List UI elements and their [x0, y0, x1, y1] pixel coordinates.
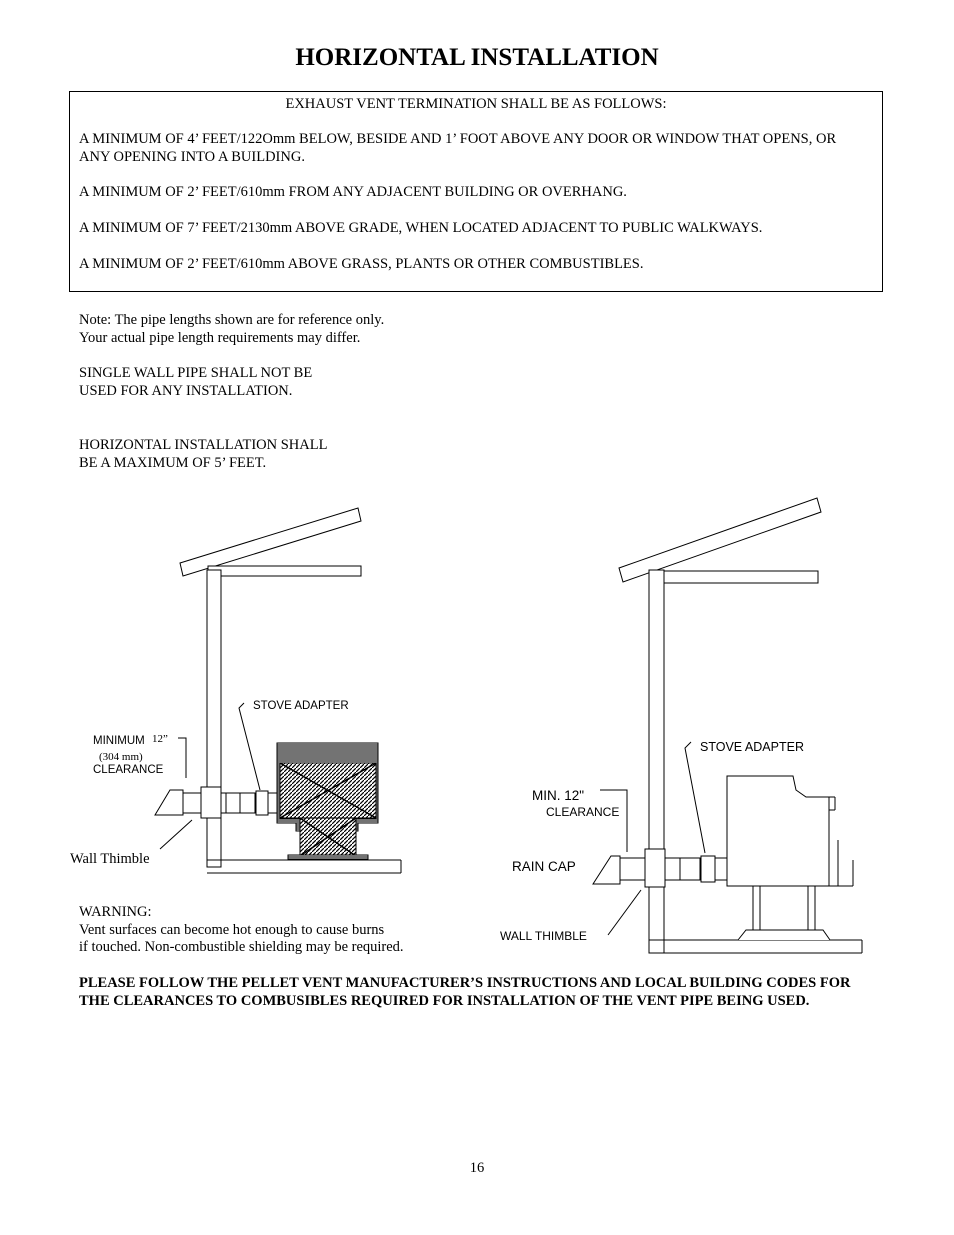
- page-title: HORIZONTAL INSTALLATION: [295, 44, 659, 71]
- right-min-label: MIN. 12": [532, 788, 585, 803]
- vent-rule: A MINIMUM OF 7’ FEET/2130mm ABOVE GRADE, WHEN LOCATED ADJACENT TO PUBLIC WALKWAYS.: [79, 220, 763, 236]
- right-soffit: [663, 571, 818, 583]
- vent-rule: A MINIMUM OF 2’ FEET/610mm ABOVE GRASS, PLANTS OR OTHER COMBUSTIBLES.: [79, 256, 644, 272]
- warning-heading: WARNING:: [79, 904, 152, 920]
- right-stove-adapter-label: STOVE ADAPTER: [700, 740, 804, 754]
- left-mm-label: (304 mm): [99, 751, 143, 763]
- right-wall-thimble-leader: [608, 890, 641, 935]
- right-stove-pedestal: [753, 886, 815, 930]
- vent-box-heading: EXHAUST VENT TERMINATION SHALL BE AS FOLLOWS:: [285, 96, 667, 112]
- left-wall-thimble: [201, 787, 221, 818]
- right-rain-cap: [593, 856, 620, 884]
- left-wall: [207, 570, 221, 867]
- left-inches-label: 12”: [152, 733, 168, 745]
- right-rain-cap-label: RAIN CAP: [512, 859, 576, 874]
- left-stove-adapter-leader: [239, 703, 260, 790]
- left-soffit: [208, 566, 361, 576]
- left-clearance-leader: [178, 738, 186, 778]
- left-rain-cap: [155, 790, 183, 815]
- left-minimum-label: MINIMUM: [93, 735, 145, 747]
- manufacturer-instructions-note: PLEASE FOLLOW THE PELLET VENT MANUFACTURER’S INSTRUCTIONS AND LOCAL BUILDING CODES FOR THE CLEARANCES TO COMBUSIBLES REQUIRED FOR INSTALLATION OF THE VENT PIPE BEING USED.: [79, 975, 851, 1009]
- right-roof: [619, 498, 821, 582]
- left-wall-thimble-leader: [160, 820, 192, 849]
- left-stove-adapter-label: STOVE ADAPTER: [253, 700, 349, 712]
- right-wall-thimble: [645, 849, 665, 887]
- left-diagram: [155, 508, 401, 873]
- right-wall: [649, 570, 664, 953]
- left-wall-thimble-label: Wall Thimble: [70, 851, 150, 867]
- pipe-length-note: Note: The pipe lengths shown are for reference only. Your actual pipe length requirements may differ.: [79, 312, 385, 346]
- right-clearance-leader: [600, 790, 627, 852]
- warning-note: WARNING: Vent surfaces can become hot enough to cause burns if touched. Non-combustible shielding may be required.: [79, 904, 404, 955]
- vent-rule: A MINIMUM OF 2’ FEET/610mm FROM ANY ADJACENT BUILDING OR OVERHANG.: [79, 184, 627, 200]
- left-clearance-label: CLEARANCE: [93, 764, 164, 776]
- right-diagram: [593, 498, 862, 953]
- right-stove-body: [727, 776, 829, 886]
- right-stove-adapter-leader: [685, 742, 705, 853]
- right-wall-thimble-label: WALL THIMBLE: [500, 929, 587, 943]
- vent-rule: A MINIMUM OF 4’ FEET/122Omm BELOW, BESIDE AND 1’ FOOT ABOVE ANY DOOR OR WINDOW THAT OPENS, OR ANY OPENING INTO A BUILDING.: [79, 131, 837, 165]
- right-clearance-label: CLEARANCE: [546, 805, 620, 819]
- page-number: 16: [469, 1160, 485, 1176]
- horizontal-max-note: HORIZONTAL INSTALLATION SHALL BE A MAXIMUM OF 5’ FEET.: [79, 437, 328, 471]
- single-wall-note: SINGLE WALL PIPE SHALL NOT BE USED FOR ANY INSTALLATION.: [79, 365, 313, 399]
